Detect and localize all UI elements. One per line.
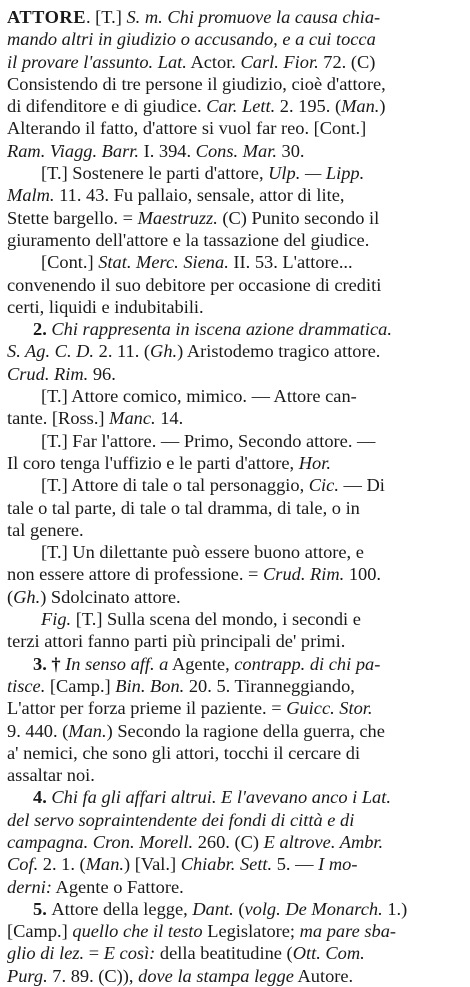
entry-text: Legislatore; [202, 921, 300, 942]
entry-text: tal genere. [7, 519, 84, 540]
entry-line [7, 653, 463, 675]
entry-line [7, 965, 463, 987]
entry-line [7, 942, 463, 964]
entry-text: Crud. Rim. [7, 363, 89, 384]
entry-text: Alterando il fatto, d'attore si vuol far reo. [Cont.] [7, 118, 367, 139]
entry-line [7, 296, 463, 318]
entry-line [7, 318, 463, 340]
entry-line [7, 764, 463, 786]
entry-text: Crud. Rim. [263, 564, 345, 585]
entry-text: Carl. Fior. [240, 51, 319, 72]
entry-text: Man. [341, 96, 380, 117]
entry-line [7, 51, 463, 73]
entry-text: glio di lez. [7, 943, 85, 964]
entry-line [7, 586, 463, 608]
entry-text: 9. 440. ( [7, 720, 69, 741]
entry-text: I mo- [318, 854, 358, 875]
entry-text: [T.] Un dilettante può essere buono attore, e [41, 542, 364, 563]
entry-text: 2. [33, 319, 52, 340]
entry-text: il provare l'assunto. Lat. [7, 51, 187, 72]
entry-text: Hor. [298, 452, 331, 473]
entry-text: Cof. [7, 854, 39, 875]
entry-line [7, 831, 463, 853]
entry-line [7, 720, 463, 742]
entry-text: [T.] Attore di tale o tal personaggio, [41, 475, 309, 496]
entry-text: 2. 11. ( [94, 341, 151, 362]
entry-text: 72. (C) [318, 51, 376, 72]
entry-text: Autore. [293, 965, 354, 986]
entry-line [7, 809, 463, 831]
entry-text: — Di [338, 475, 385, 496]
entry-line [7, 207, 463, 229]
entry-text: Il coro tenga l'uffizio e le parti d'attore, [7, 452, 299, 473]
entry-text: assaltar noi. [7, 765, 95, 786]
entry-text: 20. 5. Tiranneggiando, [184, 675, 355, 696]
headword: ATTORE [7, 7, 86, 27]
entry-text: Man. [68, 720, 107, 741]
entry-text: I. 394. [138, 140, 196, 161]
entry-text: contrapp. di chi pa- [234, 653, 381, 674]
entry-text: Stat. Merc. Siena. [98, 252, 229, 273]
entry-text: tale o tal parte, di tale o tal dramma, di tale, o in [7, 497, 360, 518]
entry-text: Ulp. — Lipp. [268, 163, 365, 184]
entry-text: [Camp.] [7, 921, 73, 942]
entry-text: 5. [33, 898, 52, 919]
entry-line [7, 497, 463, 519]
entry-text: Gh. [150, 341, 178, 362]
entry-text: quello che il testo [72, 921, 203, 942]
entry-text: ) [379, 96, 386, 117]
entry-text: Agente o Fattore. [51, 876, 184, 897]
entry-text: E così: [103, 943, 156, 964]
entry-line [7, 6, 463, 28]
entry-text: tante. [Ross.] [7, 408, 110, 429]
entry-line [7, 474, 463, 496]
entry-text: certi, liquidi e indubitabili. [7, 296, 204, 317]
entry-line [7, 95, 463, 117]
entry-text: Ram. Viagg. Barr. [7, 140, 139, 161]
entry-text: campagna. Cron. Morell. [7, 831, 194, 852]
entry-line [7, 117, 463, 139]
entry-text: 11. 43. Fu pallaio, sensale, attor di lite, [54, 185, 345, 206]
entry-text: 260. (C) [193, 831, 264, 852]
entry-text: 2. 1. ( [38, 854, 86, 875]
entry-line [7, 385, 463, 407]
entry-text: ( [233, 898, 245, 919]
entry-text: Purg. [7, 965, 48, 986]
entry-attore [7, 6, 463, 987]
entry-line [7, 140, 463, 162]
entry-text: a' nemici, che sono gli attori, tocchi il cercare di [7, 742, 361, 763]
entry-text: Chiabr. Sett. [180, 854, 273, 875]
entry-text: S. Ag. C. D. [7, 341, 95, 362]
entry-line [7, 920, 463, 942]
entry-line [7, 407, 463, 429]
entry-line [7, 28, 463, 50]
entry-line [7, 853, 463, 875]
entry-line [7, 675, 463, 697]
entry-text: del servo sopraintendente dei fondi di città e di [7, 809, 355, 830]
entry-text: convenendo il suo debitore per occasione di crediti [7, 274, 382, 295]
entry-text: dove la stampa legge [138, 965, 294, 986]
entry-text: Car. Lett. [206, 96, 276, 117]
entry-text: [T.] Far l'attore. — Primo, Secondo attore. — [41, 430, 376, 451]
entry-text: tisce. [7, 675, 46, 696]
entry-line [7, 274, 463, 296]
entry-text: (C) Punito secondo il [217, 207, 380, 228]
entry-text: Agente, [168, 653, 235, 674]
entry-line [7, 898, 463, 920]
entry-text: di difenditore e di giudice. [7, 96, 207, 117]
entry-text: Cons. Mar. [195, 140, 277, 161]
entry-line [7, 742, 463, 764]
entry-line [7, 608, 463, 630]
entry-line [7, 162, 463, 184]
entry-text: Guicc. Stor. [286, 698, 373, 719]
entry-text: 5. — [272, 854, 319, 875]
entry-text: [Cont.] [41, 252, 99, 273]
entry-line [7, 430, 463, 452]
entry-text: ) Secondo la ragione della guerra, che [106, 720, 385, 741]
entry-text: [T.] Attore comico, mimico. — Attore can- [41, 386, 357, 407]
entry-line [7, 452, 463, 474]
entry-line [7, 876, 463, 898]
entry-text: Manc. [109, 408, 156, 429]
entry-text: E altrove. Ambr. [263, 831, 384, 852]
entry-text: 30. [276, 140, 305, 161]
entry-text: giuramento dell'attore e la tassazione del giudice. [7, 229, 370, 250]
entry-text: = [84, 943, 104, 964]
entry-line [7, 363, 463, 385]
entry-text: 14. [155, 408, 184, 429]
entry-text: Malm. [7, 185, 55, 206]
entry-text: . [T.] [85, 7, 127, 27]
entry-text: L'attor per forza prieme il paziente. = [7, 698, 287, 719]
entry-text: [T.] Sulla scena del mondo, i secondi e [71, 609, 361, 630]
entry-text: derni: [7, 876, 52, 897]
entry-text: volg. De Monarch. [244, 898, 383, 919]
entry-text: terzi attori fanno parti più principali de' primi. [7, 631, 346, 652]
entry-line [7, 630, 463, 652]
entry-line [7, 786, 463, 808]
entry-line [7, 541, 463, 563]
entry-text: ) [Val.] [124, 854, 181, 875]
entry-text: Actor. [186, 51, 241, 72]
entry-text: Chi rappresenta in iscena azione drammatica. [51, 319, 392, 340]
entry-text: della beatitudine ( [155, 943, 293, 964]
entry-text: II. 53. L'attore... [228, 252, 353, 273]
entry-text: mando altri in giudizio o accusando, e a cui tocca [7, 29, 376, 50]
entry-text: ) Sdolcinato attore. [40, 586, 181, 607]
entry-text: 96. [88, 363, 116, 384]
entry-text: Man. [85, 854, 124, 875]
entry-text: Chi fa gli affari altrui. E l'avevano anco i Lat. [51, 787, 391, 808]
entry-text: ) Aristodemo tragico attore. [177, 341, 381, 362]
entry-text: [Camp.] [45, 675, 116, 696]
entry-text: 7. 89. (C)), [47, 965, 139, 986]
entry-text: Consistendo di tre persone il giudizio, cioè d'attore, [7, 73, 386, 94]
entry-text: Cic. [308, 475, 339, 496]
entry-text: Dant. [192, 898, 234, 919]
entry-text: [T.] Sostenere le parti d'attore, [41, 163, 269, 184]
entry-text: S. m. Chi promuove la causa chia- [126, 7, 381, 27]
entry-text: Attore della legge, [51, 898, 193, 919]
entry-line [7, 229, 463, 251]
entry-text: ma pare sba- [299, 921, 397, 942]
entry-text: 4. [33, 787, 52, 808]
entry-line [7, 697, 463, 719]
entry-text: 1.) [382, 898, 408, 919]
entry-text: ( [7, 586, 14, 607]
entry-text: 100. [344, 564, 382, 585]
entry-text: Ott. Com. [292, 943, 365, 964]
entry-text: Stette bargello. = [7, 207, 138, 228]
entry-line [7, 563, 463, 585]
entry-line [7, 340, 463, 362]
entry-text: Gh. [13, 586, 41, 607]
entry-text: 2. 195. ( [275, 96, 342, 117]
entry-text: Maestruzz. [137, 207, 218, 228]
entry-text: Fig. [41, 609, 72, 630]
entry-line [7, 184, 463, 206]
entry-text: Bin. Bon. [115, 675, 185, 696]
entry-text: non essere attore di professione. = [7, 564, 264, 585]
entry-line [7, 251, 463, 273]
entry-text: 3. † [33, 653, 66, 674]
entry-line [7, 519, 463, 541]
entry-text: In senso aff. a [65, 653, 169, 674]
entry-line [7, 73, 463, 95]
